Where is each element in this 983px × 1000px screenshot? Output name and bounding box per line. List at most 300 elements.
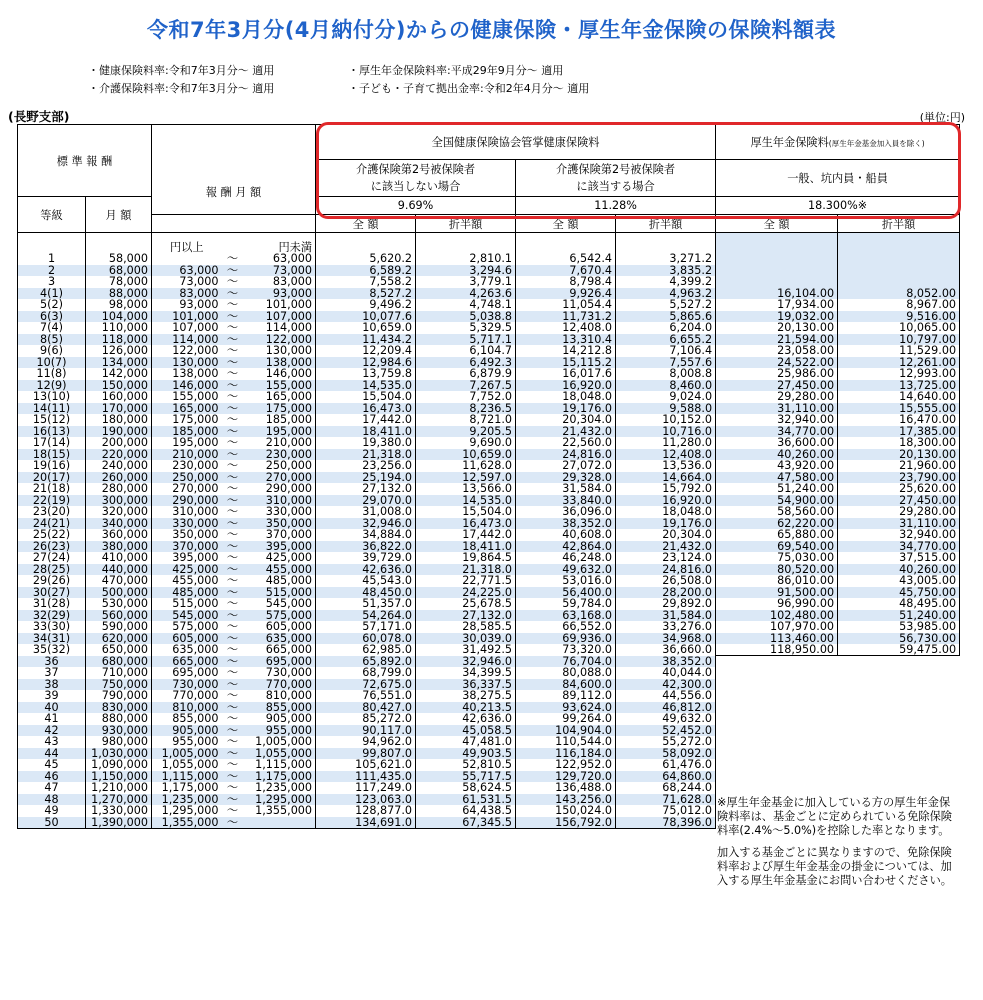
range-to-cell: 855,000 [244,702,316,714]
with-care-total-cell: 11,054.4 [516,299,616,311]
monthly-cell: 68,000 [86,265,152,277]
no-care-total-cell: 85,272.0 [316,713,416,725]
range-from-cell: 605,000 [152,633,222,645]
with-care-total-cell: 29,328.0 [516,472,616,484]
monthly-cell: 300,000 [86,495,152,507]
no-care-total-cell: 80,427.0 [316,702,416,714]
range-from-cell: 1,175,000 [152,782,222,794]
pension-half-cell: 43,005.00 [838,575,960,587]
total-header-2: 全 額 [516,215,616,233]
with-care-half-cell: 6,204.0 [616,322,716,334]
with-care-half-cell: 36,660.0 [616,644,716,656]
range-tilde: ～ [226,621,239,633]
range-from-cell: 695,000 [152,667,222,679]
range-from-cell: 270,000 [152,483,222,495]
grade-cell: 36 [18,656,86,668]
total-header-1: 全 額 [316,215,416,233]
no-care-total-cell: 7,558.2 [316,276,416,288]
with-care-half-cell: 38,352.0 [616,656,716,668]
with-care-total-cell: 104,904.0 [516,725,616,737]
grade-cell: 18(15) [18,449,86,461]
range-from-cell: 101,000 [152,311,222,323]
with-care-total-cell: 53,016.0 [516,575,616,587]
range-from-cell: 230,000 [152,460,222,472]
no-care-total-cell: 12,984.6 [316,357,416,369]
with-care-half-cell: 8,008.8 [616,368,716,380]
no-care-half-cell: 8,721.0 [416,414,516,426]
monthly-cell: 170,000 [86,403,152,415]
monthly-cell: 1,270,000 [86,794,152,806]
range-to-cell: 605,000 [244,621,316,633]
table-row [18,541,960,553]
range-from-cell: 165,000 [152,403,222,415]
range-from-cell: 665,000 [152,656,222,668]
grade-cell: 3 [18,276,86,288]
pension-header-label: 厚生年金保険料 [750,136,829,149]
with-care-total-cell: 42,864.0 [516,541,616,553]
range-to-cell: 270,000 [244,472,316,484]
with-care-half-cell: 19,176.0 [616,518,716,530]
with-care-half-cell: 33,276.0 [616,621,716,633]
monthly-cell: 930,000 [86,725,152,737]
no-care-half-cell: 38,275.5 [416,690,516,702]
with-care-half-cell: 14,664.0 [616,472,716,484]
range-to-cell: 1,235,000 [244,782,316,794]
no-care-half-cell: 32,946.0 [416,656,516,668]
with-care-total-cell: 12,408.0 [516,322,616,334]
table-row [18,414,960,426]
no-care-total-cell: 68,799.0 [316,667,416,679]
range-from-cell: 395,000 [152,552,222,564]
no-care-header: 介護保険第2号被保険者 に該当しない場合 [316,160,516,197]
range-to-cell: 665,000 [244,644,316,656]
range-to-cell: 290,000 [244,483,316,495]
with-care-half-cell: 55,272.0 [616,736,716,748]
range-from-cell: 330,000 [152,518,222,530]
pension-total-cell: 32,940.00 [716,414,838,426]
with-care-total-cell: 46,248.0 [516,552,616,564]
pension-half-cell: 59,475.00 [838,644,960,656]
pension-total-cell: 102,480.00 [716,610,838,622]
with-care-total-cell: 21,432.0 [516,426,616,438]
with-care-total-cell: 20,304.0 [516,414,616,426]
no-care-half-cell: 5,038.8 [416,311,516,323]
pension-half-cell [838,253,960,265]
range-tilde: ～ [226,690,239,702]
pension-header-note: (厚生年金基金加入員を除く) [828,139,925,148]
grade-cell: 13(10) [18,391,86,403]
pension-total-cell: 113,460.00 [716,633,838,645]
branch-label: (長野支部) [8,109,70,124]
half-header-1: 折半額 [416,215,516,233]
table-body [18,233,960,829]
range-to-cell: 545,000 [244,598,316,610]
monthly-cell: 160,000 [86,391,152,403]
grade-cell: 31(28) [18,598,86,610]
table-row [18,265,960,277]
range-to-cell: 155,000 [244,380,316,392]
no-care-total-cell: 23,256.0 [316,460,416,472]
range-tilde: ～ [226,253,239,265]
range-tilde: ～ [222,794,244,806]
with-care-total-cell: 36,096.0 [516,506,616,518]
no-care-total-cell: 36,822.0 [316,541,416,553]
yen-miman-label: 円未満 [244,233,316,254]
range-tilde: ～ [226,736,239,748]
table-row [18,437,960,449]
range-from-cell: 455,000 [152,575,222,587]
grade-cell: 20(17) [18,472,86,484]
pension-total-cell: 65,880.00 [716,529,838,541]
with-care-half-cell: 31,584.0 [616,610,716,622]
range-tilde: ～ [226,805,239,817]
range-tilde: ～ [222,725,244,737]
range-from-cell: 1,295,000 [152,805,222,817]
pension-half-cell: 37,515.00 [838,552,960,564]
no-care-total-cell: 31,008.0 [316,506,416,518]
grade-cell: 29(26) [18,575,86,587]
grade-cell: 6(3) [18,311,86,323]
table-row [18,483,960,495]
grade-cell: 45 [18,759,86,771]
rate-with-care: 11.28% [516,197,716,215]
grade-cell: 2 [18,265,86,277]
range-tilde: ～ [226,322,239,334]
with-care-half-cell: 44,556.0 [616,690,716,702]
no-care-half-cell: 45,058.5 [416,725,516,737]
premium-table [17,124,960,829]
grade-cell: 43 [18,736,86,748]
pension-total-cell: 29,280.00 [716,391,838,403]
with-care-half-cell: 29,892.0 [616,598,716,610]
with-care-half-cell: 34,968.0 [616,633,716,645]
standard-header: 標 準 報 酬 [18,125,152,197]
table-row [18,564,960,576]
monthly-cell: 104,000 [86,311,152,323]
grade-cell: 10(7) [18,357,86,369]
range-tilde: ～ [226,598,239,610]
pension-half-cell: 16,470.00 [838,414,960,426]
range-from-cell: 122,000 [152,345,222,357]
range-from-cell: 425,000 [152,564,222,576]
range-to-cell: 770,000 [244,679,316,691]
monthly-cell: 650,000 [86,644,152,656]
pension-half-cell: 53,985.00 [838,621,960,633]
pension-half-cell: 29,280.00 [838,506,960,518]
range-tilde: ～ [222,633,244,645]
range-tilde: ～ [222,403,244,415]
range-to-cell: 175,000 [244,403,316,415]
range-from-cell: 185,000 [152,426,222,438]
range-to-cell: 73,000 [244,265,316,277]
no-care-half-cell: 58,624.5 [416,782,516,794]
with-care-total-cell: 136,488.0 [516,782,616,794]
grade-cell: 5(2) [18,299,86,311]
range-to-cell: 185,000 [244,414,316,426]
no-care-half-cell: 42,636.0 [416,713,516,725]
care-rate-note: ・介護保険料率:令和7年3月分～ 適用 [88,82,275,95]
no-care-half-cell: 40,213.5 [416,702,516,714]
table-row [18,403,960,415]
with-care-half-cell: 24,816.0 [616,564,716,576]
no-care-half-cell: 2,810.1 [416,253,516,265]
with-care-total-cell: 24,816.0 [516,449,616,461]
with-care-half-cell: 58,092.0 [616,748,716,760]
range-tilde: ～ [222,265,244,277]
monthly-cell: 500,000 [86,587,152,599]
no-care-total-cell: 18,411.0 [316,426,416,438]
monthly-cell: 1,030,000 [86,748,152,760]
table-row [18,621,960,633]
no-care-total-cell: 10,077.6 [316,311,416,323]
monthly-cell: 260,000 [86,472,152,484]
table-row [18,575,960,587]
monthly-cell: 560,000 [86,610,152,622]
with-care-half-cell: 13,536.0 [616,460,716,472]
no-care-half-cell: 28,585.5 [416,621,516,633]
no-care-total-cell: 13,759.8 [316,368,416,380]
range-to-cell: 1,005,000 [244,736,316,748]
monthly-cell: 470,000 [86,575,152,587]
pension-total-cell: 54,900.00 [716,495,838,507]
no-care-total-cell: 29,070.0 [316,495,416,507]
grade-cell: 34(31) [18,633,86,645]
range-tilde: ～ [222,817,244,829]
monthly-cell: 1,390,000 [86,817,152,829]
grade-cell: 27(24) [18,552,86,564]
no-care-half-cell: 7,752.0 [416,391,516,403]
no-care-half-cell: 3,779.1 [416,276,516,288]
range-tilde: ～ [226,552,239,564]
pension-half-cell: 48,495.00 [838,598,960,610]
with-care-total-cell: 84,600.0 [516,679,616,691]
with-care-total-cell: 40,608.0 [516,529,616,541]
range-from-cell: 210,000 [152,449,222,461]
pension-half-cell: 9,516.00 [838,311,960,323]
range-tilde: ～ [222,541,244,553]
range-to-cell: 63,000 [244,253,316,265]
range-from-cell: 114,000 [152,334,222,346]
monthly-cell: 78,000 [86,276,152,288]
grade-cell: 35(32) [18,644,86,656]
with-care-total-cell: 8,798.4 [516,276,616,288]
grade-cell: 26(23) [18,541,86,553]
with-care-total-cell: 56,400.0 [516,587,616,599]
grade-cell: 8(5) [18,334,86,346]
with-care-total-cell: 110,544.0 [516,736,616,748]
monthly-cell: 280,000 [86,483,152,495]
table-row [18,495,960,507]
with-care-total-cell: 16,017.6 [516,368,616,380]
range-from-cell: 1,235,000 [152,794,222,806]
no-care-half-cell: 67,345.5 [416,817,516,829]
no-care-half-cell: 17,442.0 [416,529,516,541]
table-row [18,449,960,461]
monthly-cell: 880,000 [86,713,152,725]
range-from-cell: 350,000 [152,529,222,541]
monthly-cell: 680,000 [86,656,152,668]
with-care-half-cell: 28,200.0 [616,587,716,599]
with-care-total-cell: 99,264.0 [516,713,616,725]
monthly-cell: 220,000 [86,449,152,461]
no-care-half-cell: 12,597.0 [416,472,516,484]
no-care-total-cell: 14,535.0 [316,380,416,392]
with-care-total-cell: 18,048.0 [516,391,616,403]
range-to-cell: 455,000 [244,564,316,576]
no-care-half-cell: 6,492.3 [416,357,516,369]
with-care-total-cell: 49,632.0 [516,564,616,576]
grade-cell: 46 [18,771,86,783]
monthly-header: 月 額 [86,197,152,233]
table-row [18,311,960,323]
range-tilde: ～ [226,460,239,472]
no-care-total-cell: 128,877.0 [316,805,416,817]
pension-total-cell: 27,450.00 [716,380,838,392]
range-from-cell: 83,000 [152,288,222,300]
with-care-half-cell: 5,527.2 [616,299,716,311]
pension-half-cell: 8,967.00 [838,299,960,311]
with-care-total-cell: 31,584.0 [516,483,616,495]
range-tilde: ～ [222,311,244,323]
child-rate-note: ・子ども・子育て拠出金率:令和2年4月分～ 適用 [348,82,590,95]
range-tilde: ～ [226,575,239,587]
no-care-total-cell: 10,659.0 [316,322,416,334]
with-care-total-cell: 143,256.0 [516,794,616,806]
range-tilde: ～ [226,759,239,771]
range-tilde: ～ [222,334,244,346]
no-care-total-cell: 111,435.0 [316,771,416,783]
range-tilde: ～ [226,644,239,656]
pension-total-cell: 118,950.00 [716,644,838,656]
grade-cell: 30(27) [18,587,86,599]
with-care-half-cell: 7,106.4 [616,345,716,357]
range-from-cell: 370,000 [152,541,222,553]
with-care-total-cell: 63,168.0 [516,610,616,622]
pension-total-cell: 96,990.00 [716,598,838,610]
pension-total-cell: 24,522.00 [716,357,838,369]
pension-total-cell: 86,010.00 [716,575,838,587]
pension-half-cell: 23,790.00 [838,472,960,484]
pension-total-cell: 40,260.00 [716,449,838,461]
range-tilde: ～ [226,713,239,725]
monthly-cell: 620,000 [86,633,152,645]
rate-notes [88,62,589,98]
range-from-cell: 905,000 [152,725,222,737]
range-from-cell: 545,000 [152,610,222,622]
grade-cell: 23(20) [18,506,86,518]
no-care-total-cell: 42,636.0 [316,564,416,576]
no-care-total-cell: 32,946.0 [316,518,416,530]
no-care-total-cell: 39,729.0 [316,552,416,564]
monthly-cell: 1,330,000 [86,805,152,817]
range-to-cell: 165,000 [244,391,316,403]
pension-total-cell: 20,130.00 [716,322,838,334]
pension-total-cell: 107,970.00 [716,621,838,633]
pension-total-cell: 62,220.00 [716,518,838,530]
grade-cell: 47 [18,782,86,794]
pension-half-cell: 12,261.00 [838,357,960,369]
monthly-cell: 1,150,000 [86,771,152,783]
range-from-cell: 250,000 [152,472,222,484]
range-from-cell: 155,000 [152,391,222,403]
pension-total-cell: 47,580.00 [716,472,838,484]
no-care-total-cell: 76,551.0 [316,690,416,702]
no-care-total-cell: 54,264.0 [316,610,416,622]
grade-cell: 44 [18,748,86,760]
page-title: 令和7年3月分(4月納付分)からの健康保険・厚生年金保険の保険料額表 [146,18,837,42]
grade-cell: 9(6) [18,345,86,357]
no-care-total-cell: 21,318.0 [316,449,416,461]
range-to-cell: 370,000 [244,529,316,541]
with-care-half-cell: 75,012.0 [616,805,716,817]
with-care-half-cell: 5,865.6 [616,311,716,323]
range-tilde: ～ [222,564,244,576]
with-care-total-cell: 7,670.4 [516,265,616,277]
grade-cell: 24(21) [18,518,86,530]
pension-total-cell [716,276,838,288]
range-to-cell: 195,000 [244,426,316,438]
monthly-cell: 410,000 [86,552,152,564]
range-tilde: ～ [226,345,239,357]
range-from-cell: 635,000 [152,644,222,656]
no-care-total-cell: 45,543.0 [316,575,416,587]
pension-total-cell: 51,240.00 [716,483,838,495]
footnote-paragraph-1: ※厚生年金基金に加入している方の厚生年金保険料率は、基金ごとに定められている免除保険料率(2.4%～5.0%)を控除した率となります。 [717,796,952,837]
no-care-total-cell: 123,063.0 [316,794,416,806]
range-to-cell: 695,000 [244,656,316,668]
with-care-total-cell: 19,176.0 [516,403,616,415]
range-tilde: ～ [226,276,239,288]
no-care-total-cell: 90,117.0 [316,725,416,737]
range-from-cell: 146,000 [152,380,222,392]
range-to-cell: 730,000 [244,667,316,679]
range-to-cell: 515,000 [244,587,316,599]
pension-half-cell: 27,450.00 [838,495,960,507]
pension-half-cell: 12,993.00 [838,368,960,380]
monthly-cell: 88,000 [86,288,152,300]
no-care-total-cell: 105,621.0 [316,759,416,771]
no-care-total-cell: 134,691.0 [316,817,416,829]
pension-total-cell [716,265,838,277]
monthly-cell: 380,000 [86,541,152,553]
range-to-cell: 485,000 [244,575,316,587]
with-care-half-cell: 61,476.0 [616,759,716,771]
with-care-half-cell: 71,628.0 [616,794,716,806]
rate-no-care: 9.69% [316,197,516,215]
with-care-half-cell: 9,024.0 [616,391,716,403]
no-care-half-cell: 5,717.1 [416,334,516,346]
range-tilde: ～ [222,702,244,714]
pension-total-cell: 58,560.00 [716,506,838,518]
no-care-total-cell: 94,962.0 [316,736,416,748]
with-care-total-cell: 69,936.0 [516,633,616,645]
table-row [18,288,960,300]
no-care-half-cell: 9,205.5 [416,426,516,438]
table-row [18,253,960,265]
with-care-half-cell: 10,716.0 [616,426,716,438]
pension-rate-note: ・厚生年金保険料率:平成29年9月分～ 適用 [348,64,564,77]
with-care-half-cell: 7,557.6 [616,357,716,369]
range-to-cell: 425,000 [244,552,316,564]
monthly-cell: 190,000 [86,426,152,438]
pension-half-cell: 25,620.00 [838,483,960,495]
no-care-half-cell: 10,659.0 [416,449,516,461]
no-care-half-cell: 27,132.0 [416,610,516,622]
table-row [18,391,960,403]
with-care-total-cell: 76,704.0 [516,656,616,668]
no-care-total-cell: 72,675.0 [316,679,416,691]
range-from-cell: 1,355,000 [152,817,222,829]
